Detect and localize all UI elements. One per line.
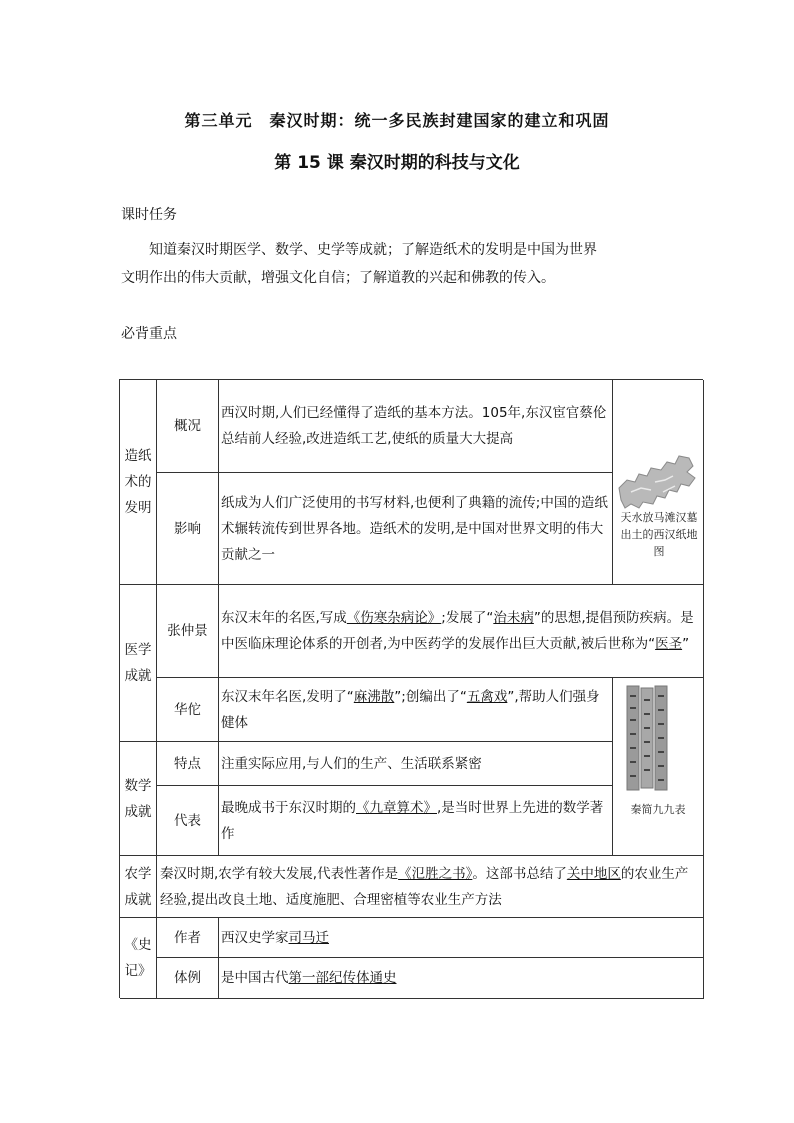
title-yisheng: 医圣 [655,636,683,652]
summary-table [119,379,703,998]
shiji-category: 《史记》 [124,937,152,979]
shiji-style-label: 体例 [174,970,201,986]
book-fanshengzhi: 《氾胜之书》 [398,865,473,882]
zhang-label-cell [157,585,219,678]
paper-map-image [617,452,699,514]
lesson-title: 第 15 课 秦汉时期的科技与文化 [274,153,520,173]
math-feature-cell [219,742,613,786]
hua-label-cell [157,678,219,742]
shiji-author-text: 西汉史学家司马迁 [221,929,329,946]
shiji-style-cell [219,958,704,999]
zhang-text: 东汉末年的名医,写成《伤寒杂病论》;发展了“治未病”的思想,提倡预防疾病。是中医临床理论体系的开创者,为中医药学的发展作出巨大贡献,被后世称为“医圣” [221,610,694,652]
agri-text: 秦汉时期,农学有较大发展,代表性著作是《氾胜之书》。这部书总结了关中地区的农业生产经验,提出改良土地、适度施肥、合理密植等农业生产方法 [160,865,689,908]
region-guanzhong: 关中地区 [566,865,621,882]
book-shanghan: 《伤寒杂病论》 [346,610,442,626]
shiji-author-label: 作者 [174,929,201,946]
drug-mafeisan: 麻沸散 [353,688,395,705]
math-feature-text: 注重实际应用,与人们的生产、生活联系紧密 [221,755,482,772]
math-image-cell [613,678,704,856]
shiji-style-label-cell [157,958,219,999]
paper-map-caption: 天水放马滩汉墓出土的西汉纸地图 [620,511,698,558]
math-category: 数学成就 [124,777,152,820]
unit-title: 第三单元 秦汉时期：统一多民族封建国家的建立和巩固 [184,111,610,130]
medicine-category-cell [120,585,157,742]
paper-impact-label: 影响 [174,520,201,537]
paper-overview-label-cell [157,380,219,473]
math-rep-label: 代表 [174,812,201,829]
paper-impact-text: 纸成为人们广泛使用的书写材料,也便利了典籍的流传;中国的造纸术辗转流传到世界各地。造纸术的发明,是中国对世界文明的伟大贡献之一 [221,494,608,563]
bamboo-slip-image [625,684,669,792]
paper-category-cell [120,380,157,585]
zhang-label: 张仲景 [167,623,208,639]
task-heading: 课时任务 [121,207,177,223]
shiji-author-cell [219,918,704,958]
paper-category: 造纸术的发明 [124,448,152,516]
book-jiuzhang: 《九章算术》 [356,799,437,816]
math-rep-cell [219,786,613,856]
math-feature-label: 特点 [174,755,201,772]
agri-category: 农学成就 [124,865,152,908]
paper-overview-cell [219,380,613,473]
agri-category-cell [120,856,157,918]
paper-impact-cell [219,473,613,585]
bamboo-slip-caption: 秦简九九表 [630,803,686,816]
task-paragraph [121,236,681,292]
shiji-category-cell [120,918,157,999]
idea-zhiweibing: 治未病 [493,610,534,626]
paper-overview-text: 西汉时期,人们已经懂得了造纸的基本方法。105年,东汉宦官蔡伦总结前人经验,改进造纸工艺,使纸的质量大大提高 [221,405,607,447]
shiji-author-label-cell [157,918,219,958]
agri-text-cell [157,856,704,918]
exercise-wuqinxi: 五禽戏 [466,688,508,705]
medicine-category: 医学成就 [124,642,152,684]
math-rep-text: 最晚成书于东汉时期的《九章算术》,是当时世界上先进的数学著作 [221,799,604,842]
hua-text-cell [219,678,613,742]
math-rep-label-cell [157,786,219,856]
zhang-text-cell [219,585,704,678]
paper-impact-label-cell [157,473,219,585]
author-simaqian: 司马迁 [288,929,329,946]
style-jizhuanti: 第一部纪传体通史 [288,970,397,986]
paper-overview-label: 概况 [174,418,201,434]
paper-image-cell [613,380,704,585]
math-category-cell [120,742,157,856]
hua-text: 东汉末年名医,发明了“麻沸散”;创编出了“五禽戏”,帮助人们强身健体 [221,688,600,731]
task-line-1: 知道秦汉时期医学、数学、史学等成就；了解造纸术的发明是中国为世界 [149,242,597,258]
key-points-heading: 必背重点 [121,326,177,342]
math-feature-label-cell [157,742,219,786]
task-line-2: 文明作出的伟大贡献，增强文化自信；了解道教的兴起和佛教的传入。 [121,270,555,286]
shiji-style-text: 是中国古代第一部纪传体通史 [221,970,397,986]
hua-label: 华佗 [174,701,201,718]
